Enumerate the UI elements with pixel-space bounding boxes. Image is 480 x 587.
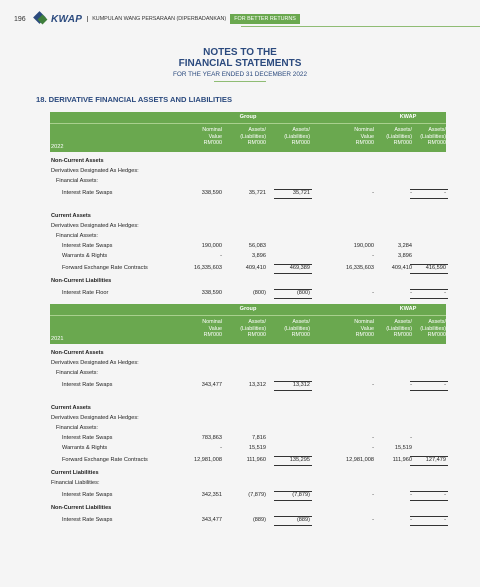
row-label: Non-Current Assets <box>51 158 104 164</box>
total-rule <box>274 390 312 391</box>
column-header-line: Assets/ <box>292 319 310 325</box>
row-label: Derivatives Designated As Hedges: <box>51 168 139 174</box>
subtotal-rule <box>410 381 448 382</box>
tagline-badge: FOR BETTER RETURNS <box>230 14 300 24</box>
cell-value: 35,721 <box>248 190 266 196</box>
column-header-line: Assets/ <box>428 127 446 133</box>
cell-value: - <box>410 382 412 388</box>
row-label: Interest Rate Floor <box>62 290 109 296</box>
column-header-line: Assets/ <box>292 127 310 133</box>
column-header <box>334 319 374 339</box>
cell-value: 416,590 <box>425 265 446 271</box>
logo-text: KWAP <box>51 13 83 25</box>
cell-value: 343,477 <box>201 517 222 523</box>
column-header-line: RM'000 <box>247 140 266 146</box>
column-header-line: RM'000 <box>355 140 374 146</box>
table-row <box>50 178 446 187</box>
table-row <box>50 233 446 242</box>
subtotal-rule <box>410 264 448 265</box>
column-header-row <box>50 316 446 344</box>
row-label: Warrants & Rights <box>62 253 108 259</box>
cell-value: - <box>410 435 412 441</box>
kwap-logo-icon <box>34 12 48 26</box>
cell-value: - <box>372 492 374 498</box>
column-header-line: (Liabilities) <box>240 325 266 332</box>
cell-value: 56,083 <box>248 243 266 249</box>
table-row <box>50 243 446 252</box>
table-row <box>50 253 446 262</box>
cell-value: - <box>444 517 446 523</box>
row-label: Interest Rate Swaps <box>62 243 113 249</box>
total-rule <box>274 465 312 466</box>
table-body <box>50 344 446 527</box>
column-header-line: RM'000 <box>427 332 446 338</box>
subtotal-rule <box>274 456 312 457</box>
cell-value: 13,312 <box>292 382 310 388</box>
row-label: Financial Assets: <box>56 370 98 376</box>
column-header-line: (Liabilities) <box>386 325 412 332</box>
cell-value: 111,960 <box>392 457 412 463</box>
table-row <box>50 168 446 177</box>
cell-value: (889) <box>252 517 266 523</box>
total-rule <box>410 390 448 391</box>
cell-value: (889) <box>296 517 310 523</box>
column-header-line: Assets/ <box>428 319 446 325</box>
column-header <box>334 127 374 147</box>
column-header-line: Nominal <box>202 319 222 325</box>
cell-value: 338,590 <box>201 290 222 296</box>
column-header-line: Value <box>208 325 222 332</box>
cell-value: 12,981,008 <box>346 457 374 463</box>
row-label: Current Assets <box>51 405 91 411</box>
total-rule <box>274 273 312 274</box>
subtotal-rule <box>410 289 448 290</box>
row-label: Forward Exchange Rate Contracts <box>62 265 148 271</box>
column-header-line: Assets/ <box>394 127 412 133</box>
cell-value: - <box>444 190 446 196</box>
column-header-line: (Liabilities) <box>240 133 266 140</box>
cell-value: 343,477 <box>201 382 222 388</box>
subtotal-rule <box>274 516 312 517</box>
table-header <box>50 112 446 152</box>
table-row <box>50 425 446 434</box>
subtotal-rule <box>274 381 312 382</box>
row-label: Interest Rate Swaps <box>62 517 113 523</box>
cell-value: 342,351 <box>201 492 222 498</box>
cell-value: 16,335,603 <box>194 265 222 271</box>
column-header <box>182 319 222 339</box>
cell-value: 35,721 <box>292 190 310 196</box>
group-label: Group <box>239 113 257 120</box>
cell-value: 409,410 <box>391 265 412 271</box>
table-row <box>50 470 446 479</box>
column-header <box>406 319 446 339</box>
table-row <box>50 415 446 424</box>
row-label: Current Assets <box>51 213 91 219</box>
table-row <box>50 435 446 444</box>
notes-subtitle: FOR THE YEAR ENDED 31 DECEMBER 2022 <box>172 71 307 78</box>
row-label: Financial Liabilities: <box>51 480 100 486</box>
total-rule <box>274 500 312 501</box>
column-header <box>270 127 310 147</box>
column-header-line: RM'000 <box>355 332 374 338</box>
table-year: 2021 <box>51 336 64 342</box>
table-row <box>50 223 446 232</box>
subtotal-rule <box>274 189 312 190</box>
header-rule <box>241 26 480 27</box>
cell-value: 135,295 <box>289 457 310 463</box>
kwap-label: KWAP <box>399 113 417 120</box>
total-rule <box>410 273 448 274</box>
cell-value: (7,879) <box>248 492 266 498</box>
cell-value: 190,000 <box>353 243 374 249</box>
cell-value: 3,896 <box>398 253 412 259</box>
section-title: 18. DERIVATIVE FINANCIAL ASSETS AND LIABILITIES <box>36 95 233 104</box>
column-header <box>406 127 446 147</box>
column-header-line: Nominal <box>354 319 374 325</box>
row-label: Financial Assets: <box>56 233 98 239</box>
subtotal-rule <box>410 189 448 190</box>
column-header-line: Nominal <box>354 127 374 133</box>
column-header-line: Value <box>360 133 374 140</box>
cell-value: - <box>372 382 374 388</box>
row-label: Non-Current Assets <box>51 350 104 356</box>
kwap-label: KWAP <box>399 305 417 312</box>
group-header-row <box>50 112 446 124</box>
row-label: Non-Current Liabilities <box>51 278 112 284</box>
column-header-line: RM'000 <box>247 332 266 338</box>
column-header-line: RM'000 <box>393 140 412 146</box>
table-row <box>50 213 446 222</box>
cell-value: 15,519 <box>394 445 412 451</box>
cell-value: - <box>372 435 374 441</box>
row-label: Interest Rate Swaps <box>62 435 113 441</box>
column-header-line: Assets/ <box>394 319 412 325</box>
cell-value: 111,960 <box>246 457 266 463</box>
column-header-line: (Liabilities) <box>284 325 310 332</box>
table-2022 <box>50 112 446 300</box>
cell-value: (800) <box>296 290 310 296</box>
row-label: Forward Exchange Rate Contracts <box>62 457 148 463</box>
cell-value: 3,284 <box>398 243 412 249</box>
total-rule <box>410 525 448 526</box>
cell-value: 3,896 <box>252 253 266 259</box>
column-header-line: RM'000 <box>427 140 446 146</box>
table-row <box>50 405 446 414</box>
row-label: Derivatives Designated As Hedges: <box>51 415 139 421</box>
row-label: Financial Assets: <box>56 178 98 184</box>
title-rule <box>214 81 266 82</box>
total-rule <box>274 198 312 199</box>
row-label: Warrants & Rights <box>62 445 108 451</box>
subtotal-rule <box>274 289 312 290</box>
subtotal-rule <box>410 491 448 492</box>
table-row <box>50 190 446 199</box>
column-header-line: RM'000 <box>393 332 412 338</box>
cell-value: - <box>372 445 374 451</box>
column-header-line: RM'000 <box>291 140 310 146</box>
column-header-line: Assets/ <box>248 319 266 325</box>
cell-value: - <box>220 445 222 451</box>
cell-value: - <box>444 492 446 498</box>
cell-value: 783,863 <box>201 435 222 441</box>
subtotal-rule <box>274 491 312 492</box>
column-header-line: Value <box>360 325 374 332</box>
cell-value: 409,410 <box>245 265 266 271</box>
column-header-line: RM'000 <box>291 332 310 338</box>
table-body <box>50 152 446 300</box>
group-label: Group <box>239 305 257 312</box>
cell-value: - <box>220 253 222 259</box>
table-row <box>50 395 446 404</box>
kwap-logo <box>34 12 82 26</box>
cell-value: - <box>444 382 446 388</box>
subtotal-rule <box>410 456 448 457</box>
cell-value: - <box>372 517 374 523</box>
cell-value: 127,479 <box>425 457 446 463</box>
notes-title-block <box>0 47 480 82</box>
cell-value: 338,590 <box>201 190 222 196</box>
cell-value: 7,816 <box>252 435 266 441</box>
subtotal-rule <box>410 516 448 517</box>
column-header-line: Assets/ <box>248 127 266 133</box>
row-label: Interest Rate Swaps <box>62 382 113 388</box>
total-rule <box>410 465 448 466</box>
table-row <box>50 265 446 274</box>
table-row <box>50 382 446 391</box>
column-header-line: (Liabilities) <box>420 325 446 332</box>
column-header <box>226 127 266 147</box>
row-label: Interest Rate Swaps <box>62 190 113 196</box>
column-header-line: Value <box>208 133 222 140</box>
row-label: Derivatives Designated As Hedges: <box>51 360 139 366</box>
cell-value: - <box>444 290 446 296</box>
row-label: Current Liabilities <box>51 470 99 476</box>
cell-value: - <box>372 190 374 196</box>
column-header-line: Nominal <box>202 127 222 133</box>
table-row <box>50 203 446 212</box>
column-header-line: RM'000 <box>203 140 222 146</box>
table-row <box>50 278 446 287</box>
column-header <box>226 319 266 339</box>
cell-value: 16,335,603 <box>346 265 374 271</box>
notes-title-line-2: FINANCIAL STATEMENTS <box>178 58 302 69</box>
cell-value: 469,389 <box>289 265 310 271</box>
cell-value: - <box>410 190 412 196</box>
organization-name: KUMPULAN WANG PERSARAAN (DIPERBADANKAN) <box>87 16 226 22</box>
column-header-line: RM'000 <box>203 332 222 338</box>
total-rule <box>410 500 448 501</box>
table-row <box>50 158 446 167</box>
cell-value: 13,312 <box>248 382 266 388</box>
table-row <box>50 350 446 359</box>
cell-value: (7,879) <box>292 492 310 498</box>
row-label: Interest Rate Swaps <box>62 492 113 498</box>
cell-value: - <box>372 290 374 296</box>
column-header <box>270 319 310 339</box>
row-label: Non-Current Liabilities <box>51 505 112 511</box>
table-row <box>50 505 446 514</box>
column-header-line: (Liabilities) <box>420 133 446 140</box>
table-header <box>50 304 446 344</box>
total-rule <box>410 198 448 199</box>
cell-value: 190,000 <box>201 243 222 249</box>
table-row <box>50 480 446 489</box>
column-header-line: (Liabilities) <box>386 133 412 140</box>
table-year: 2022 <box>51 144 64 150</box>
total-rule <box>274 525 312 526</box>
total-rule <box>410 298 448 299</box>
row-label: Derivatives Designated As Hedges: <box>51 223 139 229</box>
cell-value: - <box>410 290 412 296</box>
column-header <box>182 127 222 147</box>
table-2021 <box>50 304 446 527</box>
page-number: 196 <box>14 15 26 23</box>
subtotal-rule <box>274 264 312 265</box>
table-row <box>50 457 446 466</box>
table-row <box>50 360 446 369</box>
table-row <box>50 290 446 299</box>
total-rule <box>274 298 312 299</box>
table-row <box>50 370 446 379</box>
row-label: Financial Assets: <box>56 425 98 431</box>
table-row <box>50 492 446 501</box>
cell-value: - <box>372 253 374 259</box>
cell-value: - <box>410 517 412 523</box>
cell-value: 12,981,008 <box>194 457 222 463</box>
column-header-row <box>50 124 446 152</box>
cell-value: 15,519 <box>248 445 266 451</box>
table-row <box>50 517 446 526</box>
cell-value: - <box>410 492 412 498</box>
notes-title-line-1: NOTES TO THE <box>203 47 277 58</box>
column-header-line: (Liabilities) <box>284 133 310 140</box>
table-row <box>50 445 446 454</box>
cell-value: (800) <box>252 290 266 296</box>
group-header-row <box>50 304 446 316</box>
